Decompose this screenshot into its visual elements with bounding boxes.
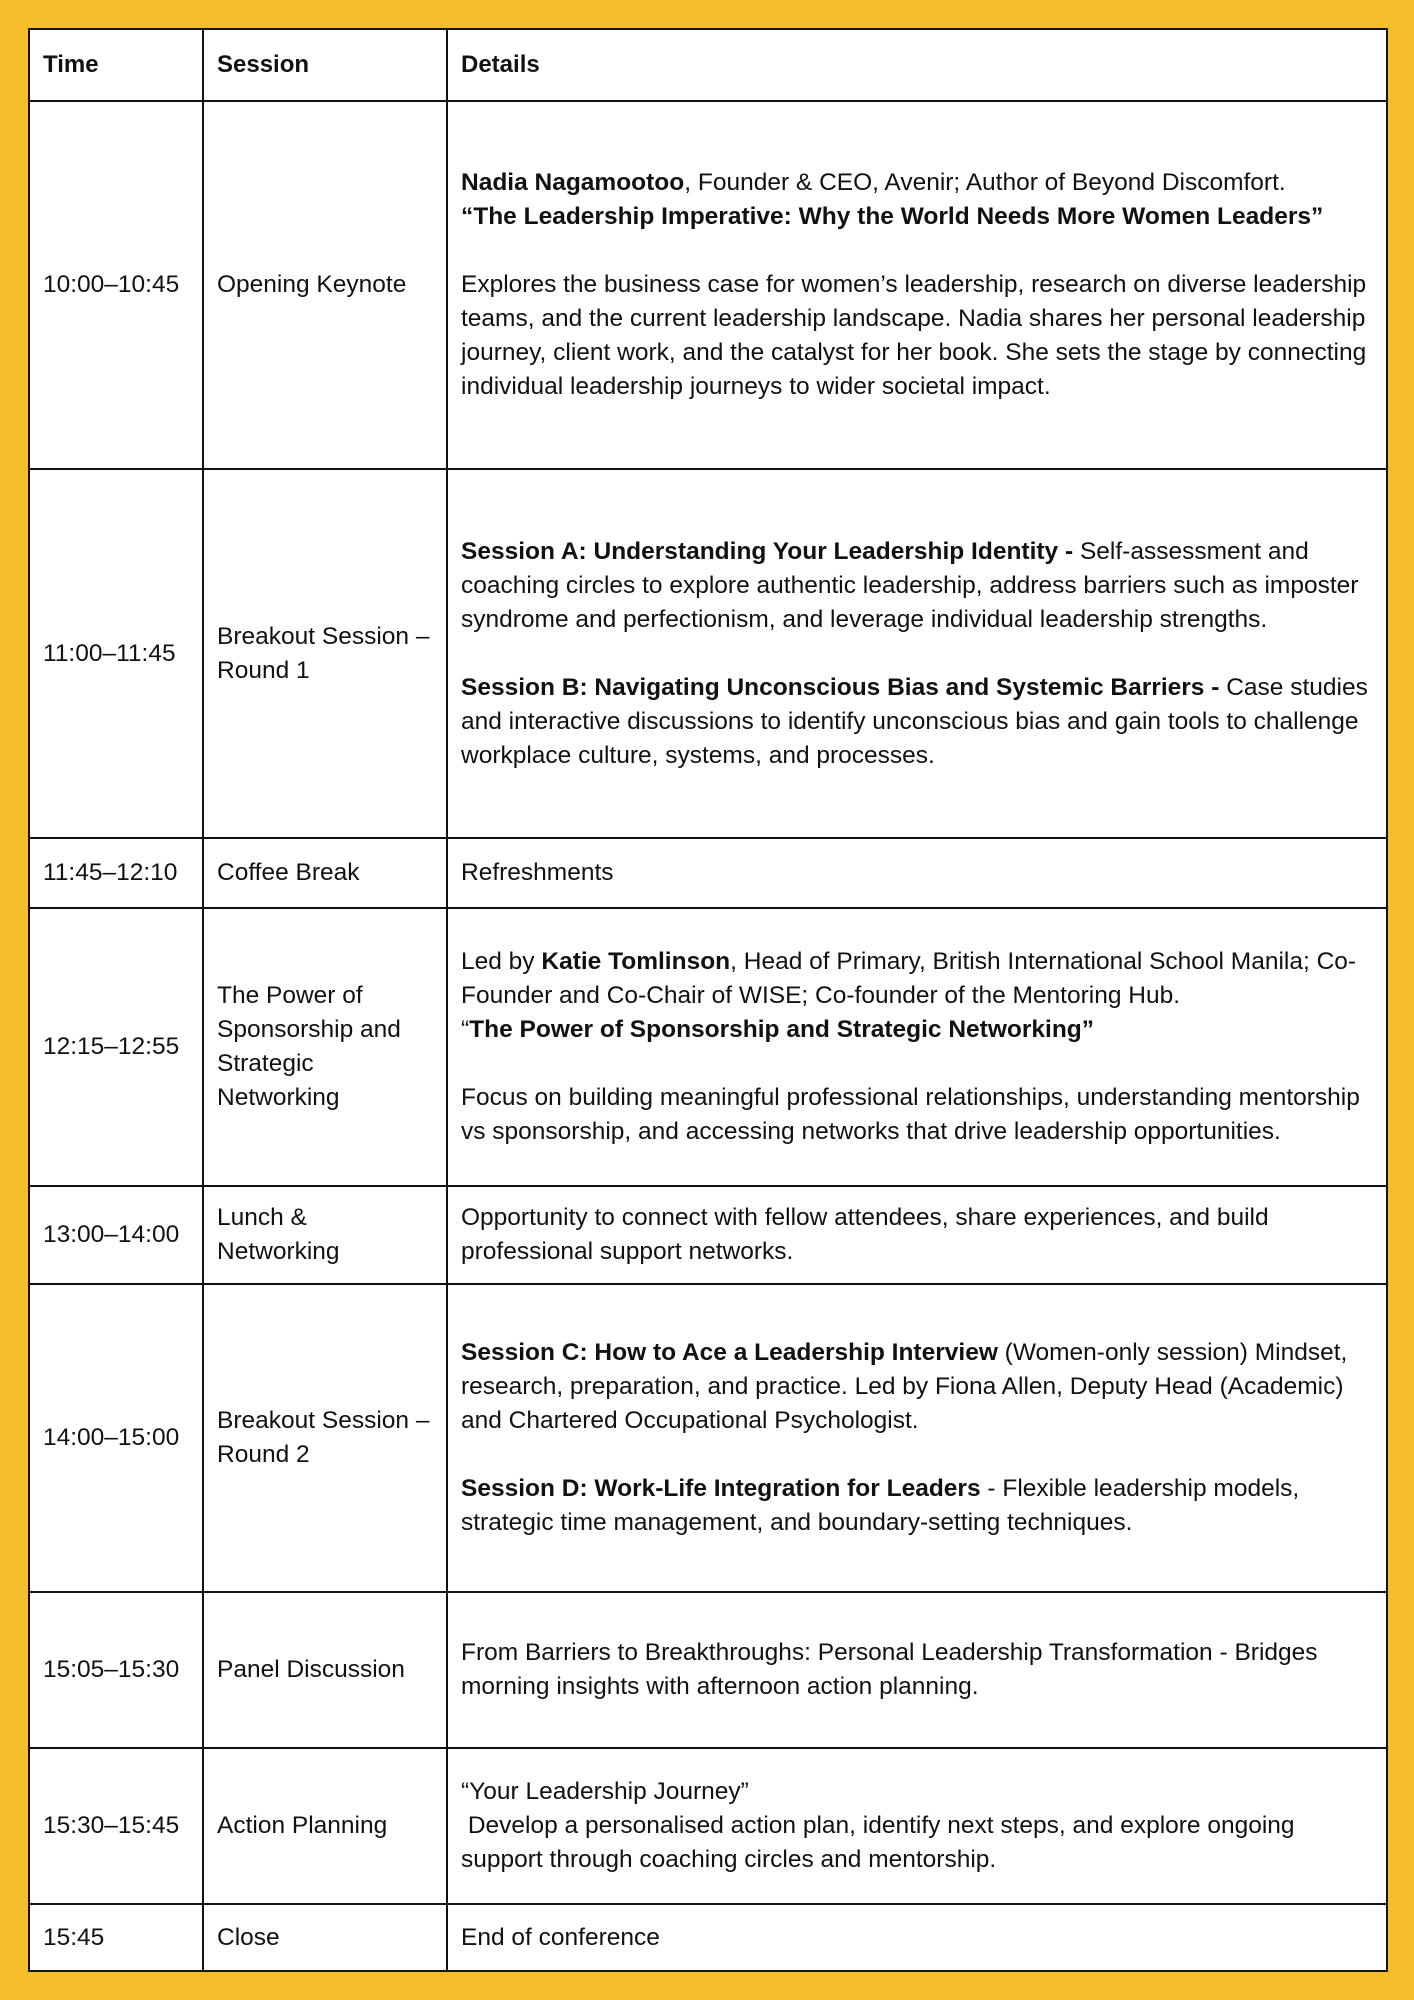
row-details [447,101,1386,469]
speaker-name: Nadia Nagamootoo [461,169,685,196]
speaker-role: , Founder & CEO, Avenir; Author of Beyond Discomfort. [684,169,1286,196]
session-description: Develop a personalised action plan, identify next steps, and explore ongoing support through coaching circles and mentorship. [461,1812,1302,1873]
quote-open: “ [461,1016,470,1043]
row-time: 10:00–10:45 [30,101,203,469]
session-d-title: Session D: Work-Life Integration for Leaders [461,1475,981,1502]
header-time: Time [30,30,203,101]
header-session: Session [203,30,447,101]
row-session: Close [203,1904,447,1970]
row-session: Opening Keynote [203,101,447,469]
row-details [447,908,1386,1186]
row-session: The Power of Sponsorship and Strategic Networking [203,908,447,1186]
talk-title: “The Leadership Imperative: Why the World Needs More Women Leaders” [461,203,1324,230]
talk-title: The Power of Sponsorship and Strategic Networking” [469,1016,1094,1043]
session-title: “Your Leadership Journey” [461,1778,749,1805]
table-header-row [30,30,1386,101]
agenda-table [30,30,1386,1970]
led-prefix: Led by [461,948,542,975]
row-time: 15:30–15:45 [30,1748,203,1904]
row-session: Breakout Session – Round 2 [203,1284,447,1592]
table-row [30,101,1386,469]
row-details: End of conference [447,1904,1386,1970]
session-b-title: Session B: Navigating Unconscious Bias and Systemic Barriers - [461,673,1220,701]
row-time: 11:00–11:45 [30,469,203,838]
row-details: From Barriers to Breakthroughs: Personal Leadership Transformation - Bridges morning insights with afternoon action planning. [447,1592,1386,1748]
table-row [30,838,1386,908]
table-row [30,1904,1386,1970]
speaker-name: Katie Tomlinson [541,948,731,975]
session-a-text: Self-assessment and coaching circles to explore authentic leadership, address barriers such as imposter syndrome and perfectionism, and leverage individual leadership strengths. [461,537,1359,633]
row-time: 14:00–15:00 [30,1284,203,1592]
agenda-page [28,28,1388,1972]
row-time: 12:15–12:55 [30,908,203,1186]
table-row [30,908,1386,1186]
table-row [30,1284,1386,1592]
session-b-text: Case studies and interactive discussions to identify unconscious bias and gain tools to challenge workplace culture, systems, and processes. [461,673,1368,769]
header-details: Details [447,30,1386,101]
row-session: Coffee Break [203,838,447,908]
row-details: Refreshments [447,838,1386,908]
row-time: 15:45 [30,1904,203,1970]
session-description: Explores the business case for women’s leadership, research on diverse leadership teams, and the current leadership landscape. Nadia shares her personal leadership journey, client work, and the catalyst for her book. She sets the stage by connecting individual leadership journeys to wider societal impact. [461,271,1367,400]
row-session: Breakout Session – Round 1 [203,469,447,838]
row-details: Opportunity to connect with fellow attendees, share experiences, and build professional support networks. [447,1186,1386,1284]
row-time: 15:05–15:30 [30,1592,203,1748]
row-details [447,1748,1386,1904]
session-a-title: Session A: Understanding Your Leadership Identity - [461,537,1074,565]
session-description: Focus on building meaningful professional relationships, understanding mentorship vs sponsorship, and accessing networks that drive leadership opportunities. [461,1084,1360,1145]
row-session: Panel Discussion [203,1592,447,1748]
row-time: 13:00–14:00 [30,1186,203,1284]
session-d-text: - Flexible leadership models, strategic time management, and boundary-setting techniques. [461,1475,1300,1536]
row-time: 11:45–12:10 [30,838,203,908]
speaker-role: , Head of Primary, British International School Manila; Co-Founder and Co-Chair of WISE; Co-founder of the Mentoring Hub. [461,948,1357,1009]
row-session: Action Planning [203,1748,447,1904]
table-row [30,469,1386,838]
session-c-title: Session C: How to Ace a Leadership Interview [461,1339,998,1366]
row-details [447,469,1386,838]
row-details [447,1284,1386,1592]
session-c-text: (Women-only session) Mindset, research, preparation, and practice. Led by Fiona Allen, Deputy Head (Academic) and Chartered Occupational Psychologist. [461,1339,1348,1434]
table-row [30,1186,1386,1284]
table-row [30,1748,1386,1904]
row-session: Lunch & Networking [203,1186,447,1284]
table-row [30,1592,1386,1748]
